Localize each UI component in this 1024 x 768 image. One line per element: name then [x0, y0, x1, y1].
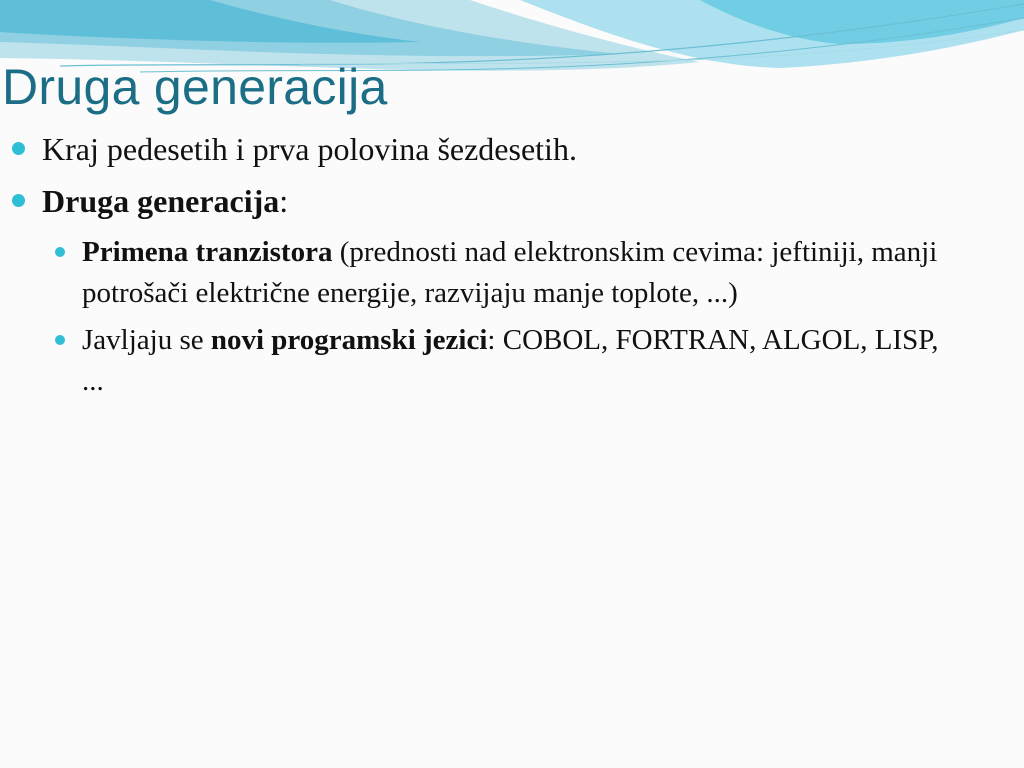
slide-title: Druga generacija: [2, 59, 388, 115]
sub-bullet-item-1-after: (prednosti nad elektronskim cevima: jeftiniji, manji potrošači električne energije, razvijaju manje toplote, ...): [82, 236, 938, 309]
bullet-item-2-after: :: [279, 183, 289, 219]
bullet-item-1: [42, 128, 1000, 170]
bullet-dot-icon: [55, 247, 65, 257]
bullet-item-2: [42, 180, 1000, 222]
sub-bullet-item-1: [82, 232, 940, 314]
sub-bullet-item-1-bold: Primena tranzistora: [82, 236, 333, 268]
sub-bullet-item-2-before: Javljaju se: [82, 324, 211, 356]
bullet-dot-icon: [55, 335, 65, 345]
sub-bullet-item-2-bold: novi programski jezici: [210, 324, 488, 356]
bullet-item-2-bold: Druga generacija: [42, 183, 280, 219]
bullet-dot-icon: [12, 194, 25, 207]
sub-bullet-item-2-after: : COBOL, FORTRAN, ALGOL, LISP, ...: [82, 324, 939, 397]
slide-content: [0, 128, 1000, 408]
bullet-dot-icon: [12, 142, 25, 155]
sub-bullet-item-2: [82, 320, 940, 402]
bullet-item-1-text: Kraj pedesetih i prva polovina šezdesetih.: [42, 131, 577, 167]
